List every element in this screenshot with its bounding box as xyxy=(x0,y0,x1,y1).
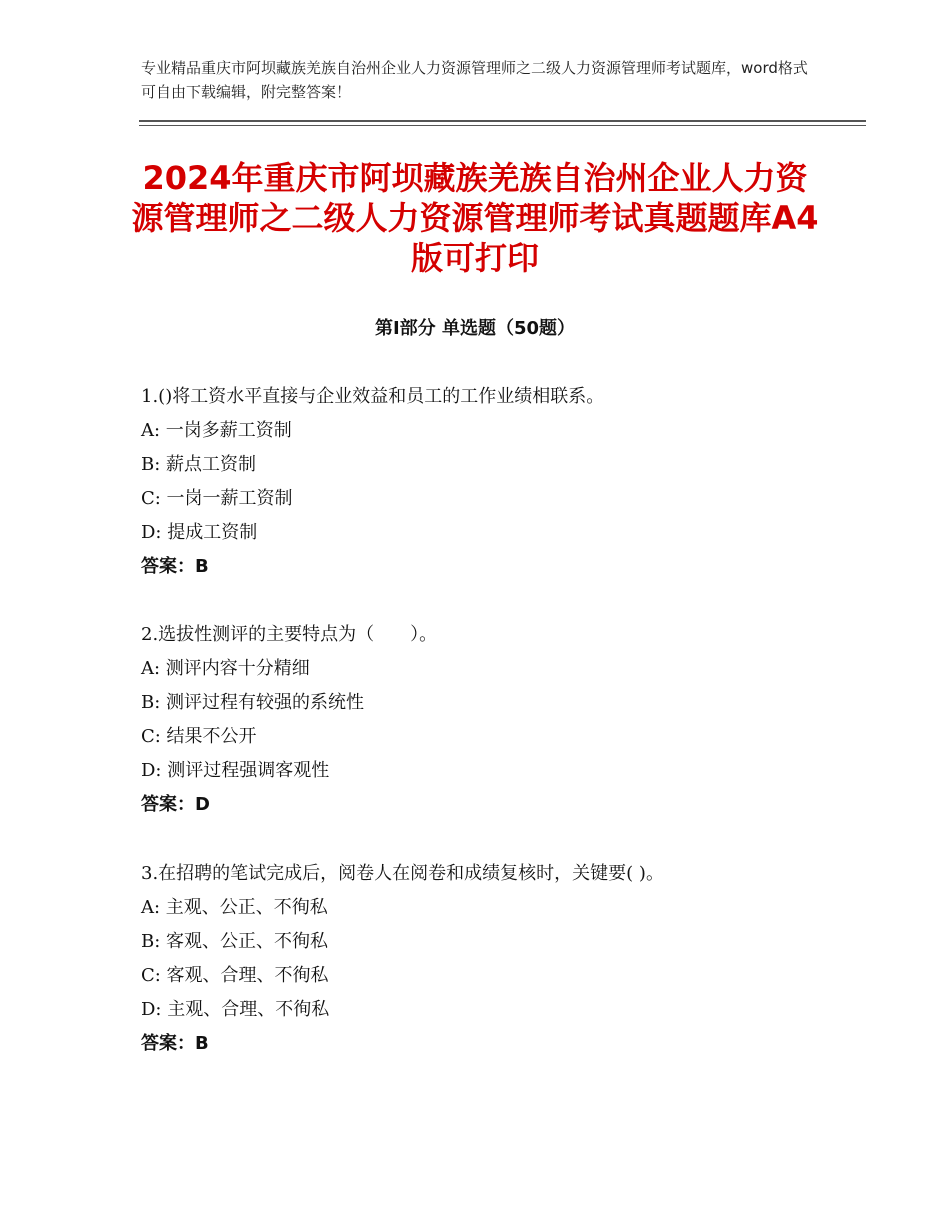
answer-line: 答案：B xyxy=(141,556,209,577)
header-note: 专业精品重庆市阿坝藏族羌族自治州企业人力资源管理师之二级人力资源管理师考试题库，word格式可自由下载编辑，附完整答案！ xyxy=(141,59,808,101)
question-2 xyxy=(141,618,841,822)
option-a: A: 测评内容十分精细 xyxy=(141,658,310,679)
option-c: C: 一岗一薪工资制 xyxy=(141,488,293,509)
option-d: D: 提成工资制 xyxy=(141,522,258,543)
option-d: D: 主观、合理、不徇私 xyxy=(141,999,330,1020)
option-b: B: 薪点工资制 xyxy=(141,454,257,475)
section-heading: 第Ⅰ部分 单选题（50题） xyxy=(374,318,575,339)
header-divider-thin xyxy=(139,125,866,126)
question-3 xyxy=(141,857,841,1061)
option-b: B: 客观、公正、不徇私 xyxy=(141,931,329,952)
answer-line: 答案：B xyxy=(141,1033,209,1054)
question-stem: 3.在招聘的笔试完成后，阅卷人在阅卷和成绩复核时，关键要( )。 xyxy=(141,863,664,884)
answer-line: 答案：D xyxy=(141,794,210,815)
option-b: B: 测评过程有较强的系统性 xyxy=(141,692,365,713)
document-title: 2024年重庆市阿坝藏族羌族自治州企业人力资源管理师之二级人力资源管理师考试真题题库A4版可打印 xyxy=(131,159,819,277)
option-c: C: 客观、合理、不徇私 xyxy=(141,965,329,986)
option-d: D: 测评过程强调客观性 xyxy=(141,760,330,781)
header-divider-thick xyxy=(139,120,866,122)
question-1 xyxy=(141,380,841,584)
question-stem: 1.()将工资水平直接与企业效益和员工的工作业绩相联系。 xyxy=(141,386,605,407)
option-a: A: 一岗多薪工资制 xyxy=(141,420,292,441)
option-c: C: 结果不公开 xyxy=(141,726,257,747)
option-a: A: 主观、公正、不徇私 xyxy=(141,897,328,918)
question-stem: 2.选拔性测评的主要特点为（ ）。 xyxy=(141,624,438,645)
